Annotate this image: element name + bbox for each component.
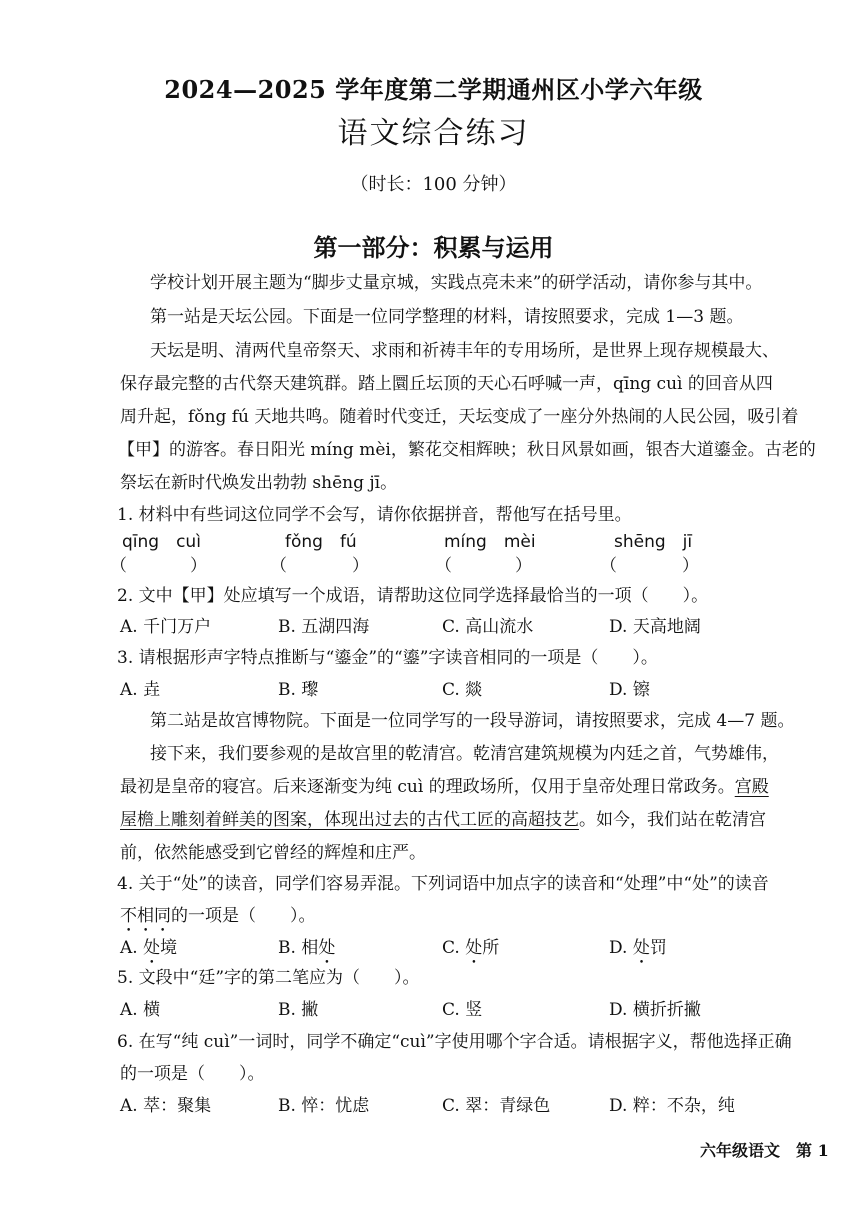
question-4-cont [120,901,316,936]
q2-option-b[interactable]: B. 五湖四海 [278,617,370,637]
q6-option-a[interactable]: A. 萃：聚集 [120,1096,212,1116]
question-6: 6. 在写“纯 cuì”一词时，同学不确定“cuì”字使用哪个字合适。请根据字义，帮他选择正确 [117,1032,792,1052]
q4-b-pre: B. 相 [278,938,319,958]
q3-option-c[interactable]: C. 燚 [442,680,483,700]
q4-a-dot: 处 [143,938,161,958]
q5-option-b[interactable]: B. 撇 [278,1000,319,1020]
q3-option-b[interactable]: B. 瓈 [278,680,319,700]
question-5: 5. 文段中“廷”字的第二笔应为（ ）。 [117,968,420,988]
q6-option-d[interactable]: D. 粹：不杂，纯 [609,1096,735,1116]
q3-option-a[interactable]: A. 垚 [120,680,161,700]
question-2: 2. 文中【甲】处应填写一个成语，请帮助这位同学选择最恰当的一项（ ）。 [117,586,709,606]
q4-option-c[interactable] [442,933,499,968]
q4-c-pre: C. [442,938,466,958]
q6-option-b[interactable]: B. 悴：忧虑 [278,1096,370,1116]
q4-option-d[interactable] [609,933,667,968]
q1-answer-box-2-left[interactable]: （ [270,556,287,576]
q1-answer-box-1-right: ） [190,556,207,576]
q4-d-post: 罚 [649,938,667,958]
passage2-line2-text: 最初是皇帝的寝宫。后来逐渐变为纯 cuì 的理政场所，仅用于皇帝处理日常政务。 [120,777,735,797]
q4-b-dot: 处 [318,938,336,958]
q4-d-dot: 处 [632,938,650,958]
question-4: 4. 关于“处”的读音，同学们容易弄混。下列词语中加点字的读音和“处理”中“处”的读音 [117,874,769,894]
q5-option-a[interactable]: A. 横 [120,1000,161,1020]
section-intro: 学校计划开展主题为“脚步丈量京城，实践点亮未来”的研学活动，请你参与其中。 [150,273,763,293]
q4-d-pre: D. [609,938,633,958]
q1-answer-box-2-right: ） [352,556,369,576]
exam-duration: （时长：100 分钟） [350,174,517,195]
q1-pinyin-3: míng mèi [444,532,536,552]
q5-option-d[interactable]: D. 横折折撇 [609,1000,701,1020]
passage1-line1: 天坛是明、清两代皇帝祭天、求雨和祈祷丰年的专用场所，是世界上现存规模最大、 [150,341,779,361]
q4-c-dot: 处 [465,938,483,958]
passage2-underlined-sentence: 屋檐上雕刻着鲜美的图案，体现出过去的古代工匠的高超技艺 [120,810,579,830]
q2-option-a[interactable]: A. 千门万户 [120,617,212,637]
passage1-line2: 保存最完整的古代祭天建筑群。踏上圜丘坛顶的天心石呼喊一声，qīng cuì 的回音从四 [120,374,773,394]
question-1: 1. 材料中有些词这位同学不会写，请你依据拼音，帮他写在括号里。 [117,505,632,525]
q2-option-c[interactable]: C. 高山流水 [442,617,534,637]
q4-a-post: 境 [160,938,178,958]
question-3: 3. 请根据形声字特点推断与“鎏金”的“鎏”字读音相同的一项是（ ）。 [117,648,658,668]
q2-option-d[interactable]: D. 天高地阔 [609,617,701,637]
q3-option-d[interactable]: D. 镲 [609,680,650,700]
q1-pinyin-2: fǒng fú [285,532,357,552]
q4-emphasis: 不相同 [120,906,171,926]
q1-pinyin-1: qīng cuì [122,532,201,552]
q4-a-pre: A. [120,938,144,958]
section-title: 第一部分：积累与运用 [313,233,554,262]
passage2-line3-rest: 。如今，我们站在乾清宫 [579,810,766,830]
passage2-line2 [120,772,769,797]
passage1-line4: 【甲】的游客。春日阳光 míng mèi，繁花交相辉映；秋日风景如画，银杏大道鎏金。古老的 [118,440,816,460]
stop2-intro: 第二站是故宫博物院。下面是一位同学写的一段导游词，请按照要求，完成 4—7 题。 [150,711,795,731]
q1-answer-box-4-left[interactable]: （ [600,556,617,576]
question-6-cont: 的一项是（ ）。 [120,1064,265,1084]
q6-option-c[interactable]: C. 翠：青绿色 [442,1096,551,1116]
q1-answer-box-1-left[interactable]: （ [110,556,127,576]
stop1-intro: 第一站是天坛公园。下面是一位同学整理的材料，请按照要求，完成 1—3 题。 [150,307,744,327]
passage1-line5: 祭坛在新时代焕发出勃勃 shēng jī。 [120,473,398,493]
q1-answer-box-3-left[interactable]: （ [435,556,452,576]
exam-title-line2: 语文综合练习 [337,116,530,151]
passage2-line3 [120,805,766,830]
page-footer: 六年级语文 第 1 [700,1141,829,1160]
exam-title-line1: 2024—2025 学年度第二学期通州区小学六年级 [164,75,703,104]
q5-option-c[interactable]: C. 竖 [442,1000,483,1020]
passage2-line1: 接下来，我们要参观的是故宫里的乾清宫。乾清宫建筑规模为内廷之首，气势雄伟， [150,744,779,764]
passage2-line4: 前，依然能感受到它曾经的辉煌和庄严。 [120,843,426,863]
q1-answer-box-3-right: ） [515,556,532,576]
q1-pinyin-4: shēng jī [614,532,693,552]
passage2-underlined-start: 宫殿 [734,777,769,797]
passage1-line3: 周升起，fǒng fú 天地共鸣。随着时代变迁，天坛变成了一座分外热闹的人民公园，吸引着 [120,407,799,427]
q1-answer-box-4-right: ） [682,556,699,576]
q4-tail: 的一项是（ ）。 [171,906,316,926]
q4-c-post: 所 [482,938,500,958]
